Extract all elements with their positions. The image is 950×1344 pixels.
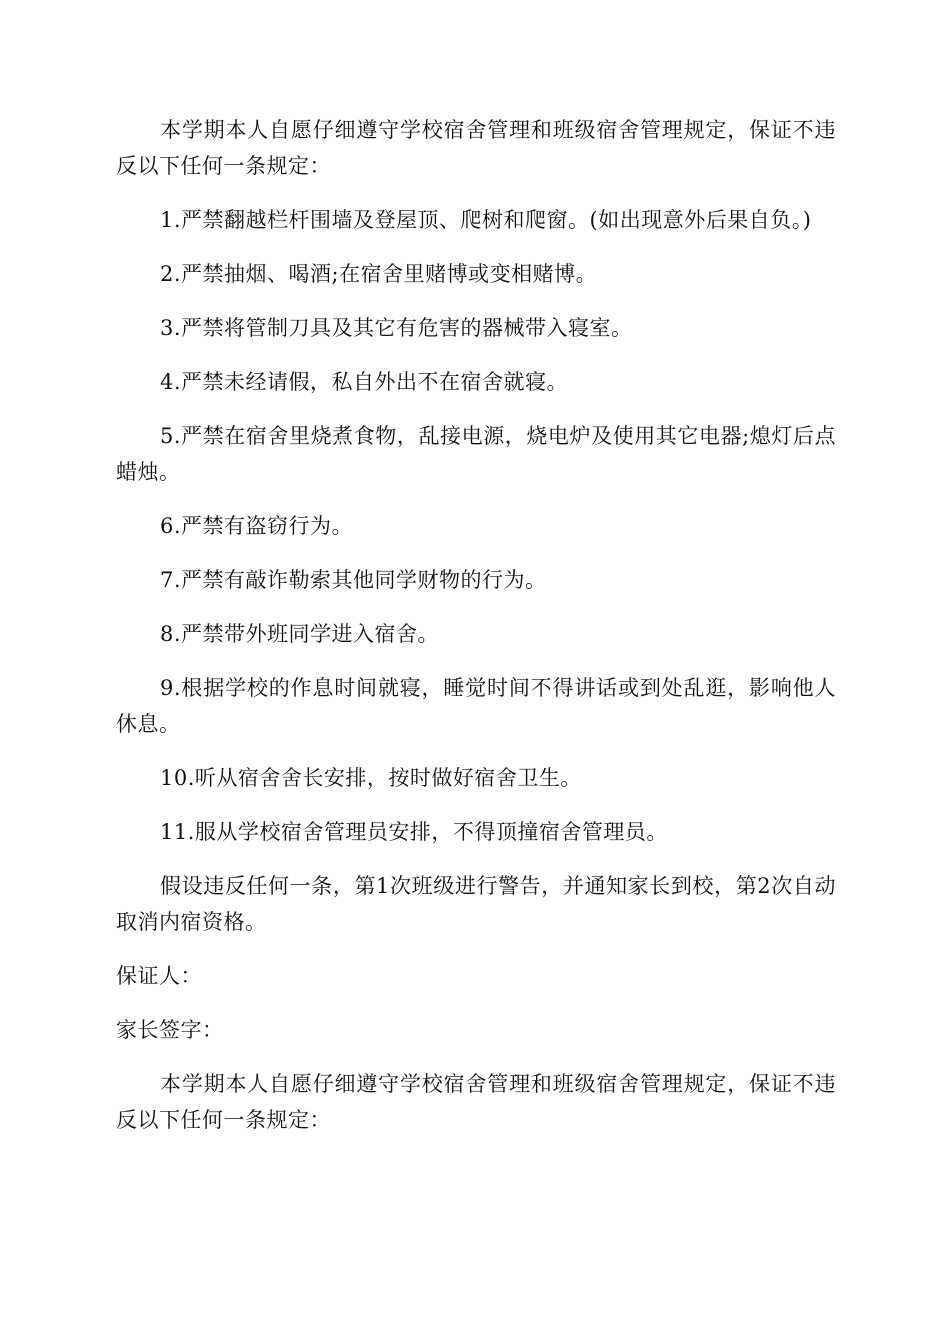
rule-4: 4.严禁未经请假，私自外出不在宿舍就寝。 [160,370,569,394]
intro-paragraph: 本学期本人自愿仔细遵守学校宿舍管理和班级宿舍管理规定，保证不违反以下任何一条规定： [116,118,836,178]
rule-3: 3.严禁将管制刀具及其它有危害的器械带入寝室。 [160,316,633,340]
document-page [116,112,836,1138]
rule-11: 11.服从学校宿舍管理员安排，不得顶撞宿舍管理员。 [160,820,668,844]
rule-2: 2.严禁抽烟、喝酒;在宿舍里赌博或变相赌博。 [160,262,598,286]
rule-6: 6.严禁有盗窃行为。 [160,514,354,538]
rule-1: 1.严禁翻越栏杆围墙及登屋顶、爬树和爬窗。(如出现意外后果自负。) [160,208,812,232]
parent-signature-label: 家长签字： [116,1018,224,1042]
rule-5: 5.严禁在宿舍里烧煮食物，乱接电源，烧电炉及使用其它电器;熄灯后点蜡烛。 [116,424,836,484]
penalty-paragraph: 假设违反任何一条，第1次班级进行警告，并通知家长到校，第2次自动取消内宿资格。 [116,874,836,934]
rule-7: 7.严禁有敲诈勒索其他同学财物的行为。 [160,568,547,592]
rule-9: 9.根据学校的作息时间就寝，睡觉时间不得讲话或到处乱逛，影响他人休息。 [116,676,836,736]
guarantor-label: 保证人： [116,964,202,988]
intro-paragraph-repeat: 本学期本人自愿仔细遵守学校宿舍管理和班级宿舍管理规定，保证不违反以下任何一条规定： [116,1072,836,1132]
rule-8: 8.严禁带外班同学进入宿舍。 [160,622,440,646]
rule-10: 10.听从宿舍舍长安排，按时做好宿舍卫生。 [160,766,582,790]
